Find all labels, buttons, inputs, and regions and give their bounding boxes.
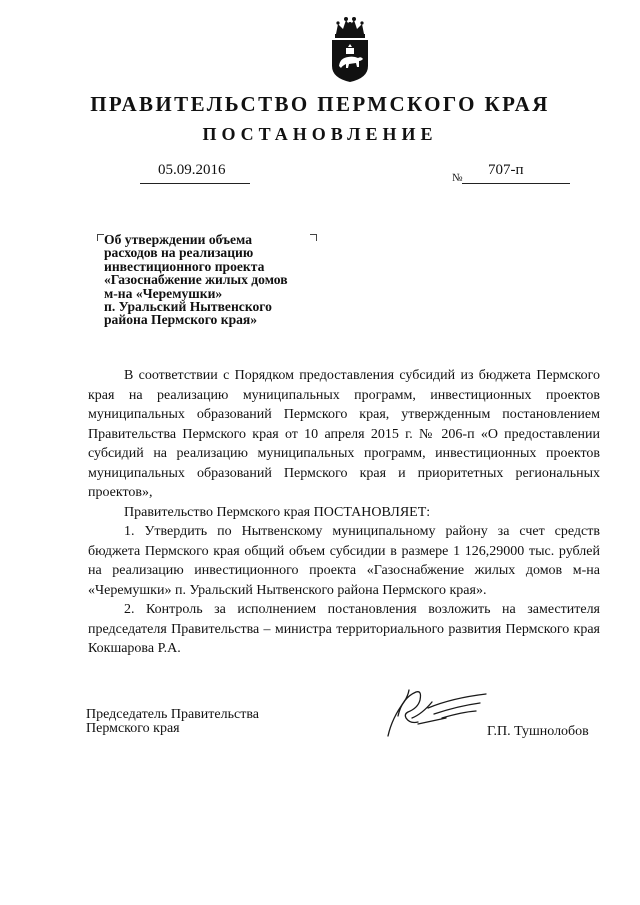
- government-title: ПРАВИТЕЛЬСТВО ПЕРМСКОГО КРАЯ: [90, 92, 550, 116]
- signatory-position-line: Председатель Правительства: [86, 707, 259, 722]
- subject-line: м-на «Черемушки»: [104, 285, 223, 301]
- document-subject: [104, 233, 334, 327]
- resolution-statement: Правительство Пермского края ПОСТАНОВЛЯЕТ:: [124, 504, 431, 520]
- subject-line: Об утверждении объема: [104, 232, 253, 247]
- signatory-position: [86, 708, 259, 736]
- document-body: [88, 366, 600, 659]
- subject-line: района Пермского края»: [104, 312, 258, 328]
- preamble-paragraph: В соответствии с Порядком предоставления субсидий из бюджета Пермского края на реализацию муниципальных программ, инвестиционных проектов муниципальных образований Пермского края, утвержденным постановлением Правительства Пермского края от 10 апреля 2015 г. № 206-п «О предоставлении субсидий на реализацию муниципальных программ, инвестиционных проектов муниципальных образований Пермского края и приоритетных региональных проектов»,: [88, 368, 600, 500]
- number-sign: №: [452, 172, 463, 184]
- document-number: 707-п: [488, 162, 524, 178]
- clause-1: 1. Утвердить по Нытвенскому муниципальному району за счет средств бюджета Пермского края общий объем субсидии в размере 1 126,29000 тыс. рублей на реализацию инвестиционного проекта «Газоснабжение жилых домов м-на «Черемушки» п. Уральский Нытвенского района Пермского края».: [88, 524, 600, 598]
- subject-line: расходов на реализацию: [104, 245, 254, 261]
- subject-line: п. Уральский Нытвенского: [104, 299, 272, 315]
- handwritten-signature-icon: [382, 678, 490, 740]
- signatory-position-line: Пермского края: [86, 721, 180, 736]
- document-date: 05.09.2016: [158, 162, 226, 178]
- subject-corner-mark: [97, 234, 104, 241]
- date-underline: [140, 183, 250, 184]
- subject-line: «Газоснабжение жилых домов: [104, 272, 288, 288]
- coat-of-arms-icon: [326, 12, 374, 84]
- subject-line: инвестиционного проекта: [104, 258, 265, 274]
- clause-2: 2. Контроль за исполнением постановления возложить на заместителя председателя Правительства – министра территориального развития Пермского края Кокшарова Р.А.: [88, 602, 600, 656]
- signatory-name: Г.П. Тушнолобов: [487, 724, 589, 739]
- number-underline: [462, 183, 570, 184]
- document-type: ПОСТАНОВЛЕНИЕ: [202, 124, 438, 144]
